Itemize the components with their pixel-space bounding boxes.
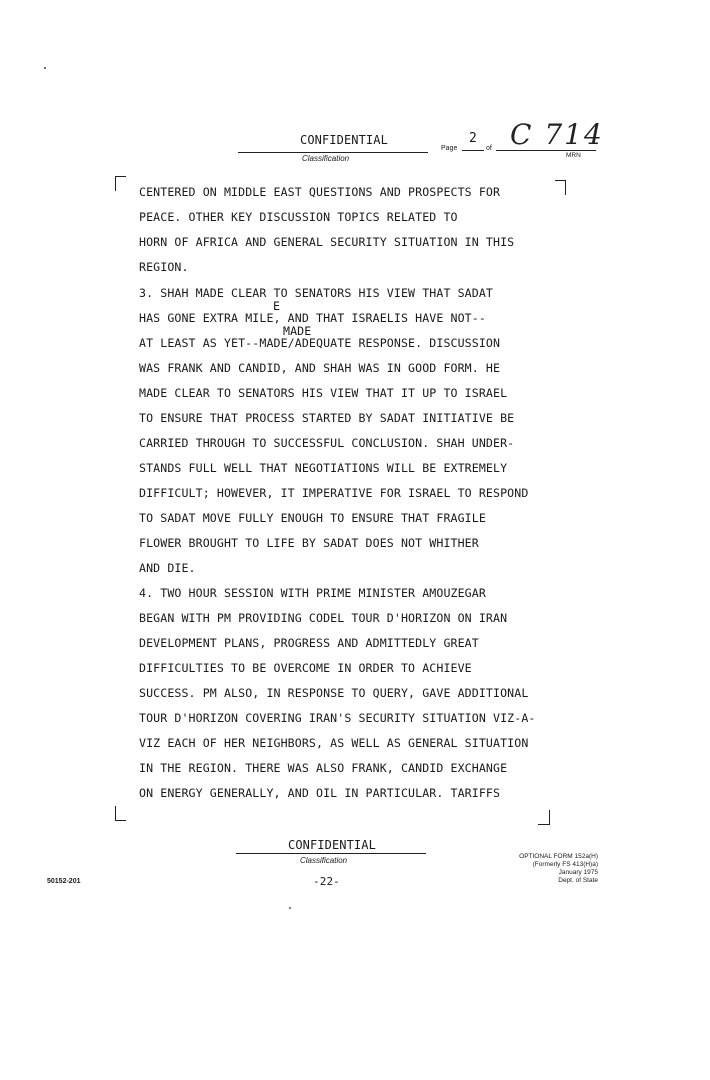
header-page-number: 2 (469, 131, 477, 146)
footer-classification-caption: Classification (300, 856, 348, 865)
insertion-above-mile: E (273, 299, 281, 313)
body-line: STANDS FULL WELL THAT NEGOTIATIONS WILL BE EXTREMELY (139, 461, 508, 475)
header-of-label: of (486, 145, 492, 152)
crop-mark-top-right (555, 180, 566, 195)
form-number: 50152-201 (47, 878, 81, 885)
body-line: PEACE. OTHER KEY DISCUSSION TOPICS RELATED TO (139, 210, 458, 224)
body-line: BEGAN WITH PM PROVIDING CODEL TOUR D'HORIZON ON IRAN (139, 611, 508, 625)
header-mrn-label: MRN (566, 152, 581, 159)
body-line: VIZ EACH OF HER NEIGHBORS, AS WELL AS GENERAL SITUATION (139, 736, 529, 750)
body-line: 4. TWO HOUR SESSION WITH PRIME MINISTER AMOUZEGAR (139, 586, 486, 600)
header-page-rule (462, 150, 484, 151)
body-line: CARRIED THROUGH TO SUCCESSFUL CONCLUSION. SHAH UNDER- (139, 436, 515, 450)
body-line: TOUR D'HORIZON COVERING IRAN'S SECURITY SITUATION VIZ-A- (139, 711, 536, 725)
optional-form-line: OPTIONAL FORM 152a(H) (519, 853, 598, 860)
header-classification-caption: Classification (302, 154, 350, 163)
scan-speck (44, 67, 46, 69)
optional-form-line: Dept. of State (558, 877, 598, 884)
optional-form-notice (519, 853, 598, 885)
footer-classification: CONFIDENTIAL (288, 838, 376, 852)
body-line: AT LEAST AS YET--MADE/ADEQUATE RESPONSE. DISCUSSION (139, 336, 501, 350)
header-classification-rule (238, 152, 428, 153)
body-line: TO ENSURE THAT PROCESS STARTED BY SADAT INITIATIVE BE (139, 411, 515, 425)
body-line: IN THE REGION. THERE WAS ALSO FRANK, CANDID EXCHANGE (139, 761, 508, 775)
body-line: AND DIE. (139, 561, 196, 575)
body-line: CENTERED ON MIDDLE EAST QUESTIONS AND PROSPECTS FOR (139, 185, 501, 199)
header-classification: CONFIDENTIAL (300, 133, 388, 147)
crop-mark-top-left (115, 176, 126, 191)
body-line: WAS FRANK AND CANDID, AND SHAH WAS IN GOOD FORM. HE (139, 361, 501, 375)
footer-classification-rule (236, 853, 426, 854)
scan-speck (289, 907, 291, 909)
optional-form-line: January 1975 (558, 869, 598, 876)
body-line: REGION. (139, 260, 189, 274)
body-line: ON ENERGY GENERALLY, AND OIL IN PARTICULAR. TARIFFS (139, 786, 501, 800)
body-line: 3. SHAH MADE CLEAR TO SENATORS HIS VIEW THAT SADAT (139, 286, 494, 300)
crop-mark-bottom-left (115, 806, 126, 821)
crop-mark-bottom-right (538, 810, 550, 825)
body-line: FLOWER BROUGHT TO LIFE BY SADAT DOES NOT WHITHER (139, 536, 479, 550)
header-page-label: Page (441, 145, 458, 152)
insertion-above-made: MADE (283, 324, 312, 338)
body-line: DIFFICULTIES TO BE OVERCOME IN ORDER TO ACHIEVE (139, 661, 472, 675)
body-line: SUCCESS. PM ALSO, IN RESPONSE TO QUERY, GAVE ADDITIONAL (139, 686, 529, 700)
body-line: HORN OF AFRICA AND GENERAL SECURITY SITUATION IN THIS (139, 235, 515, 249)
footer-page-marker: -22- (313, 875, 340, 888)
handwritten-document-number: C 714 (510, 118, 604, 151)
body-line: DIFFICULT; HOWEVER, IT IMPERATIVE FOR ISRAEL TO RESPOND (139, 486, 529, 500)
body-line: DEVELOPMENT PLANS, PROGRESS AND ADMITTEDLY GREAT (139, 636, 479, 650)
optional-form-line: (Formerly FS 413(H)a) (532, 861, 598, 868)
body-line: HAS GONE EXTRA MILE, AND THAT ISRAELIS HAVE NOT-- (139, 311, 486, 325)
body-line: MADE CLEAR TO SENATORS HIS VIEW THAT IT UP TO ISRAEL (139, 386, 508, 400)
body-line: TO SADAT MOVE FULLY ENOUGH TO ENSURE THAT FRAGILE (139, 511, 486, 525)
